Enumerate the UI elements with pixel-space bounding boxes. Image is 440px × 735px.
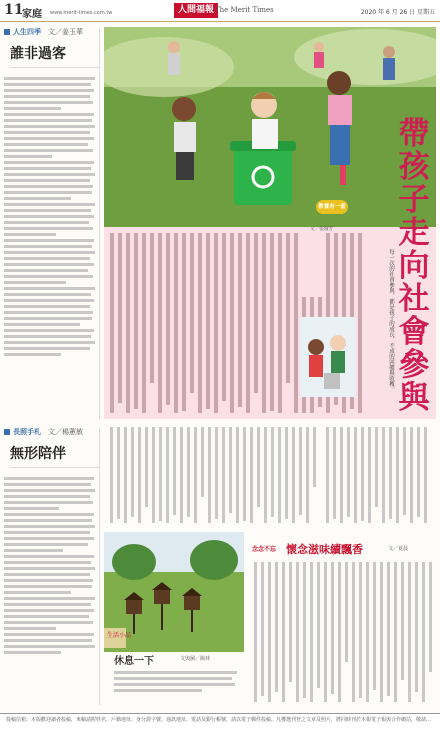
column-label-text: 人生四季 (13, 28, 41, 36)
continued-body-text (104, 423, 436, 528)
birdhouses-in-park-image (104, 532, 244, 652)
photo-caption-lines (114, 668, 240, 702)
square-bullet-icon (4, 29, 10, 35)
article-title: 誰非過客 (10, 43, 99, 68)
photo-tag: 生活小品 (107, 632, 132, 639)
hero-title-char: 與 (398, 380, 430, 416)
hero-title-char: 走 (398, 215, 430, 251)
column-label (4, 427, 99, 437)
hero-title-char: 向 (398, 248, 430, 284)
bottom-right-header (252, 541, 438, 557)
children-recycling-photo (104, 27, 436, 227)
left-column-article (4, 27, 100, 419)
hero-article-continued (104, 423, 436, 528)
hero-title-char: 會 (398, 314, 430, 350)
hero-title-char: 參 (398, 347, 430, 383)
section-name: 家庭 (22, 9, 42, 20)
hero-author: 文／張瑜芳 (310, 227, 333, 232)
column-label: 念念不忘 (252, 546, 277, 553)
newspaper-logo-english: The Merit Times (215, 6, 274, 14)
hero-title-char: 孩 (398, 149, 430, 185)
column-label-text: 長照手札 (13, 428, 41, 436)
site-url[interactable]: www.merit-times.com.tw (50, 10, 113, 16)
column-author: 文／夏晨 (388, 546, 409, 552)
column-author: 文／楊蕙敏 (48, 428, 83, 436)
bottom-right-body-text (252, 560, 436, 705)
photo-caption-author: 文與圖／陽林 (180, 656, 211, 662)
submission-notice: 投稿信箱：本版歡迎讀者投稿，來稿請附姓名、戶籍地址、身分證字號、通訊地址、電話及銀行帳號，請以電子郵件投稿。凡獲選刊登之文章及照片，將同時刊於本報電子報與合作網站，敬請… (6, 717, 432, 723)
hero-title-char: 帶 (398, 116, 430, 152)
column-label (4, 27, 99, 37)
page-footer (0, 713, 440, 735)
hero-title (394, 118, 434, 415)
birdhouse-photo (104, 532, 244, 652)
bottom-right-article-body (252, 560, 436, 705)
column-author: 文／姜玉華 (48, 28, 83, 36)
article-title: 無形陪伴 (10, 443, 99, 468)
column-badge: 教養有一套 (316, 200, 348, 214)
square-bullet-icon (4, 429, 10, 435)
newspaper-logo: 人間福報 (174, 3, 218, 18)
page-number: 11 (4, 2, 24, 18)
photo-caption-title: 休息一下 (114, 656, 154, 667)
photo-caption-body (114, 668, 240, 702)
page-header (0, 0, 440, 22)
article-title: 懷念滋味續飄香 (286, 543, 363, 556)
article-body (4, 474, 99, 704)
hero-title-char: 子 (398, 182, 430, 218)
issue-date: 2020 年 6 月 26 日 星期五 (360, 9, 435, 16)
hero-title-char: 社 (398, 281, 430, 317)
hero-intro: 每一次的社會參與，都是孩子的成長，不成的回饋與收穫。 (388, 249, 394, 392)
article-body (4, 74, 99, 414)
bottom-left-article (4, 427, 100, 705)
hero-photo (104, 27, 436, 227)
